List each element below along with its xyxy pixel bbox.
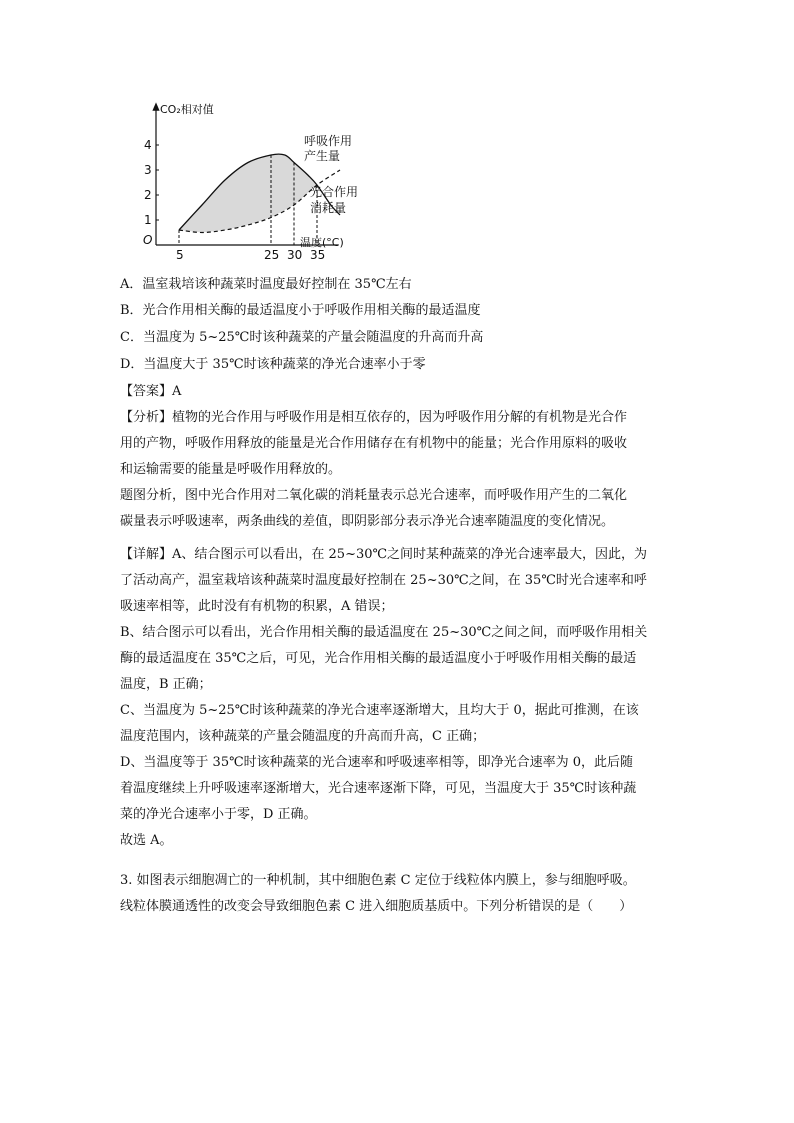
analysis-line: 用的产物，呼吸作用释放的能量是光合作用储存在有机物中的能量；光合作用原料的吸收 <box>120 436 628 451</box>
detail-line: 酶的最适温度在 35℃之后，可见，光合作用相关酶的最适温度小于呼吸作用相关酶的最适 <box>120 651 637 666</box>
detail-line: 温度，B 正确； <box>120 677 212 692</box>
analysis-line: 【分析】植物的光合作用与呼吸作用是相互依存的，因为呼吸作用分解的有机物是光合作 <box>120 410 628 425</box>
question-3 <box>120 868 680 920</box>
y-axis-label: CO₂相对值 <box>160 103 214 116</box>
option-a: A．温室栽培该种蔬菜时温度最好控制在 35℃左右 <box>120 277 412 292</box>
question-line: 3. 如图表示细胞凋亡的一种机制，其中细胞色素 C 定位于线粒体内膜上，参与细胞呼吸。 <box>120 873 636 888</box>
detail-line: 菜的净光合速率小于零，D 正确。 <box>120 807 317 822</box>
detail-line: B、结合图示可以看出，光合作用相关酶的最适温度在 25~30℃之间之间，而呼吸作用相关 <box>120 625 648 640</box>
answer: 【答案】A <box>120 384 182 399</box>
respiration-label-line2: 产生量 <box>304 149 341 163</box>
detail-line: 温度范围内，该种蔬菜的产量会随温度的升高而升高，C 正确； <box>120 729 486 744</box>
analysis-section <box>120 405 680 535</box>
x-tick-35: 35 <box>310 248 326 260</box>
detail-line: 吸速率相等，此时没有有机物的积累，A 错误； <box>120 599 394 614</box>
x-tick-30: 30 <box>287 248 303 260</box>
detail-line: 【详解】A、结合图示可以看出，在 25~30℃之间时某种蔬菜的净光合速率最大，因此，为 <box>120 547 648 562</box>
analysis-line: 和运输需要的能量是呼吸作用释放的。 <box>120 462 342 477</box>
x-tick-25: 25 <box>264 248 280 260</box>
detail-line: 着温度继续上升呼吸速率逐渐增大，光合速率逐渐下降，可见，当温度大于 35℃时该种蔬 <box>120 781 637 796</box>
question-line: 线粒体膜通透性的改变会导致细胞色素 C 进入细胞质基质中。下列分析错误的是（ ） <box>120 899 633 914</box>
option-c: C．当温度为 5~25℃时该种蔬菜的产量会随温度的升高而升高 <box>120 330 484 345</box>
co2-temperature-chart <box>138 100 368 260</box>
analysis-line: 碳量表示呼吸速率，两条曲线的差值，即阴影部分表示净光合速率随温度的变化情况。 <box>120 514 615 529</box>
x-tick-5: 5 <box>176 248 184 260</box>
y-tick-4: 4 <box>144 138 152 152</box>
detail-line: 了活动高产，温室栽培该种蔬菜时温度最好控制在 25~30℃之间，在 35℃时光合速率和呼 <box>120 573 647 588</box>
photosynthesis-label-line1: 光合作用 <box>310 185 359 199</box>
y-tick-1: 1 <box>144 213 152 227</box>
y-tick-labels <box>144 138 159 227</box>
net-photosynthesis-shaded-area <box>179 155 317 233</box>
option-b: B．光合作用相关酶的最适温度小于呼吸作用相关酶的最适温度 <box>120 303 481 318</box>
detail-section <box>120 542 680 854</box>
analysis-line: 题图分析，图中光合作用对二氧化碳的消耗量表示总光合速率，而呼吸作用产生的二氧化 <box>120 488 628 503</box>
y-tick-3: 3 <box>144 163 152 177</box>
y-tick-2: 2 <box>144 188 152 202</box>
detail-line: D、当温度等于 35℃时该种蔬菜的光合速率和呼吸速率相等，即净光合速率为 0，此后随 <box>120 755 634 770</box>
x-axis-label: 温度(°C) <box>300 236 344 249</box>
detail-line: 故选 A。 <box>120 833 173 848</box>
option-d: D．当温度大于 35℃时该种蔬菜的净光合速率小于零 <box>120 357 426 372</box>
detail-line: C、当温度为 5~25℃时该种蔬菜的净光合速率逐渐增大，且均大于 0，据此可推测，在该 <box>120 703 639 718</box>
origin-label: O <box>143 233 153 247</box>
respiration-label-line1: 呼吸作用 <box>304 134 353 148</box>
photosynthesis-label-line2: 消耗量 <box>310 201 347 215</box>
x-tick-labels <box>176 248 325 260</box>
